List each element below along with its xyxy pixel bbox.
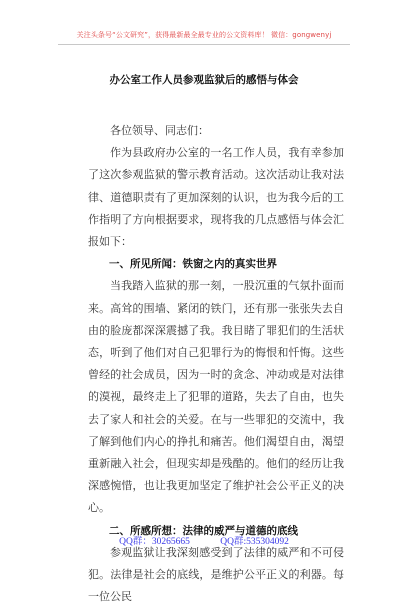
paragraph-section-2: 参观监狱让我深刻感受到了法律的威严和不可侵犯。法律是社会的底线，是维护公平正义的利器。每一位公民 [88,545,344,604]
footer-contact [0,533,408,547]
header-banner [0,0,408,60]
paragraph-intro: 作为县政府办公室的一名工作人员，我有幸参加了这次参观监狱的警示教育活动。这次活动让我对法律、道德职责有了更加深刻的认识，也为我今后的工作指明了方向根据要求，现将我的几点感悟与体会汇报如下： [88,146,344,249]
greeting: 各位领导、同志们： [110,124,209,137]
document-title: 办公室工作人员参观监狱后的感悟与体会 [109,74,299,86]
section-heading-2: 二、所感所想：法律的威严与道德的底线 [109,524,298,537]
banner-divider [58,44,350,45]
paragraph-section-1: 当我踏入监狱的那一刻，一股沉重的气氛扑面而来。高耸的围墙、紧闭的铁门，还有那一张张失去自由的脸庞都深深震撼了我。我目睹了罪犯们的生活状态，听到了他们对自己犯罪行为的悔恨和忏悔。这些曾经的社会成员，因为一时的贪念、冲动或是对法律的漠视，最终走上了犯罪的道路，失去了自由，也失去了家人和社会的关爱。在与一些罪犯的交流中，我了解到他们内心的挣扎和痛苦。他们渴望自由，渴望重新融入社会，但现实却是残酷的。他们的经历让我深感惋惜，也让我更加坚定了维护社会公平正义的决心。 [88,279,344,515]
section-heading-1: 一、所见所闻：铁窗之内的真实世界 [109,258,277,271]
footer-qq-group-2: QQ群:535304092 [220,537,289,547]
footer-qq-group-1: QQ群：30265665 [119,537,190,547]
banner-promo-text: 关注头条号“公文研究”，获得最新最全最专业的公文资料库！ 微信：gongwenyj [76,31,332,39]
